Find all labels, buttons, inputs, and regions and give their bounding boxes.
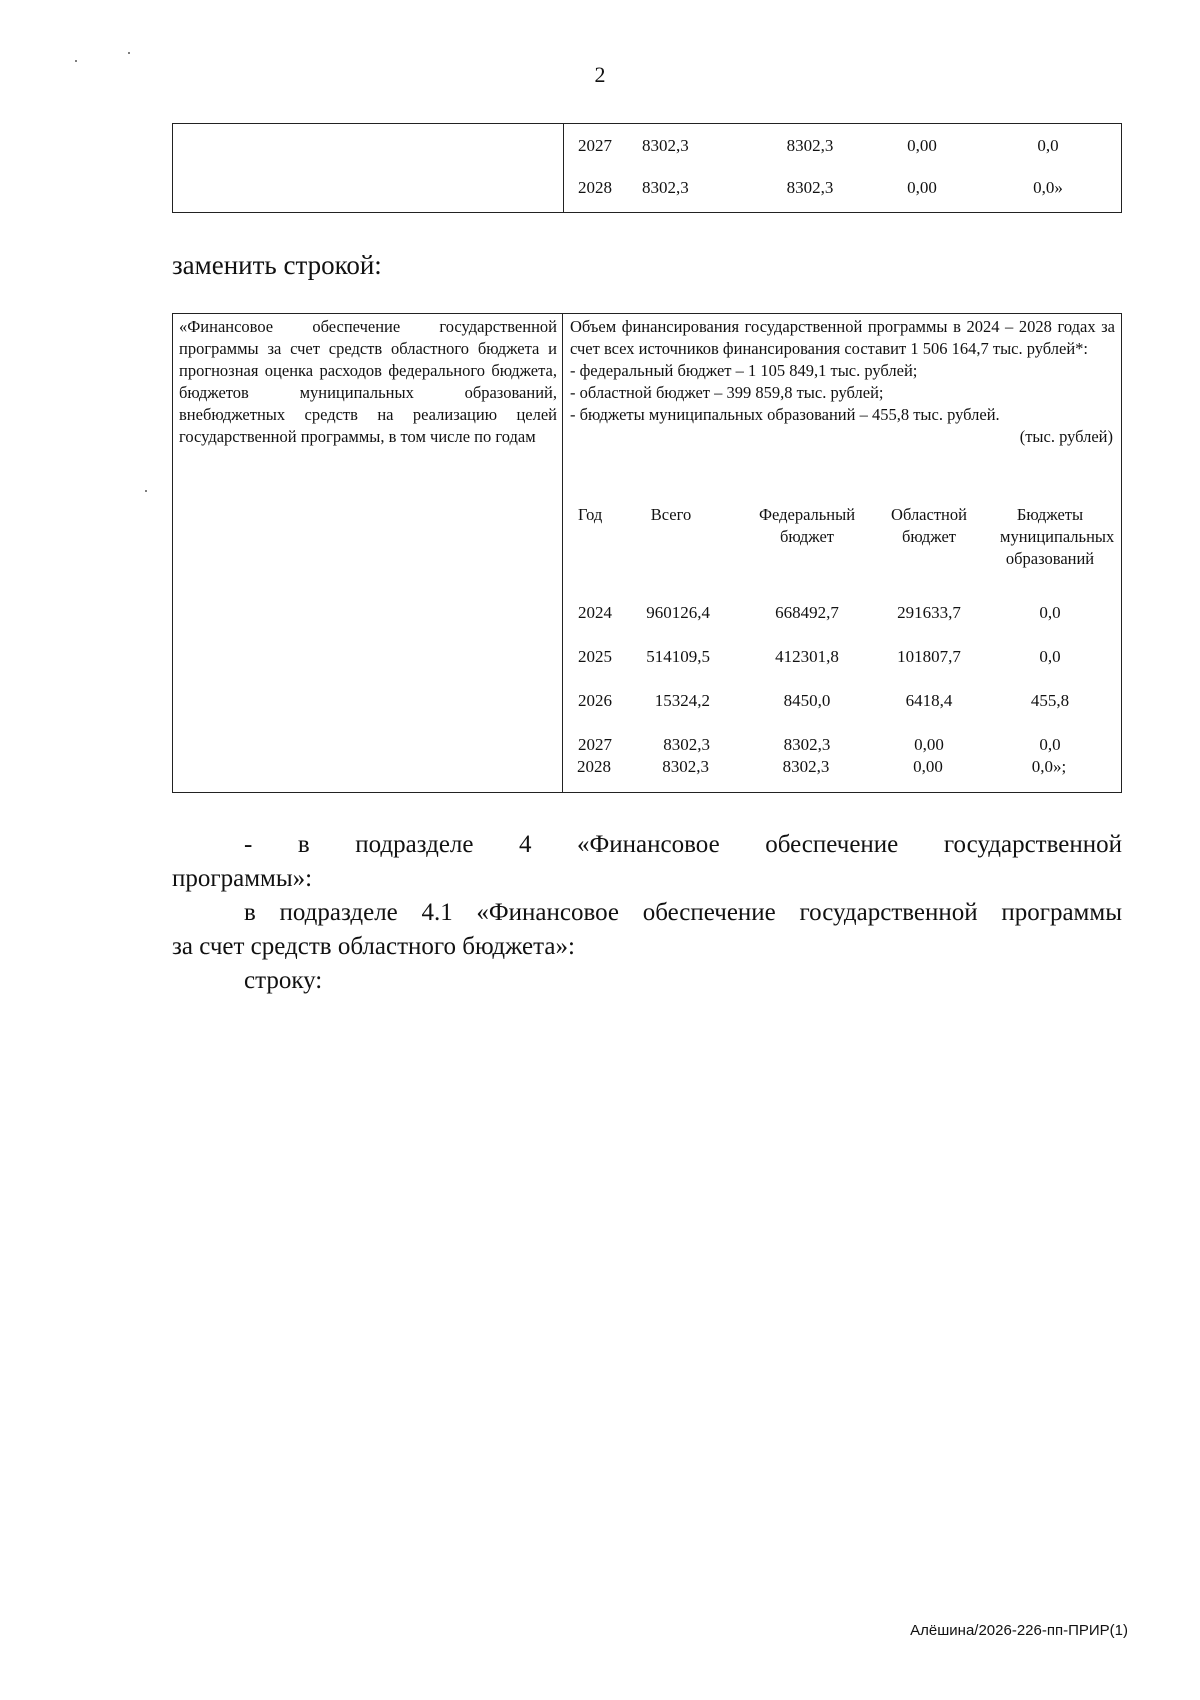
source-federal: - федеральный бюджет – 1 105 849,1 тыс. рублей; [570,361,918,380]
table-row [564,166,1121,210]
scan-speck [145,490,147,492]
table-row [564,124,1121,168]
footer-document-id: Алёшина/2026-226-пп-ПРИР(1) [910,1622,1128,1639]
cell-municipal: 0,0 [1039,735,1061,754]
continued-table [172,123,1122,213]
cell-year: 2028 [577,757,611,776]
financing-table-left-text: «Финансовое обеспечение государственной программы за счет средств областного бюджета и прогнозная оценка расходов федерального бюджета, бюджетов муниципальных образований, внебюджетных средств на реализацию целей государственной программы, в том числе по годам [173,314,563,792]
paragraph-line: за счет средств областного бюджета»: [172,933,575,960]
cell-total: 8302,3 [662,757,709,776]
header-regional: Областной бюджет [891,505,967,546]
replace-with-heading: заменить строкой: [172,250,382,280]
cell-regional: 0,00 [907,178,937,197]
cell-regional: 0,00 [907,136,937,155]
volume-intro: Объем финансирования государственной программы в 2024 – 2028 годах за счет всех источников финансирования составит 1 506 164,7 тыс. рублей*: [570,317,1115,358]
cell-municipal: 0,0»; [1031,757,1067,776]
source-municipal: - бюджеты муниципальных образований – 455,8 тыс. рублей. [570,405,1000,424]
financing-table [172,313,1122,793]
cell-municipal: 0,0 [1039,647,1061,666]
table-row [564,602,1121,646]
cell-total: 8302,3 [663,735,710,754]
paragraph-line-stroku: строку: [244,967,323,994]
cell-regional: 101807,7 [897,647,961,666]
header-total: Всего [650,505,692,524]
cell-total: 514109,5 [646,647,710,666]
cell-year: 2025 [578,647,612,666]
continued-table-left-cell [173,124,564,212]
cell-municipal: 455,8 [1030,691,1070,710]
cell-year: 2027 [578,735,612,754]
paragraph-line: - в подразделе 4 «Финансовое обеспечение государственной [244,831,1122,858]
cell-year: 2026 [578,691,612,710]
cell-year: 2028 [578,178,612,197]
header-municipal: Бюджеты муниципальных образований [1000,505,1115,568]
cell-federal: 412301,8 [775,647,839,666]
financing-header-row [564,492,1121,572]
units-label: (тыс. рублей) [1019,427,1113,446]
cell-federal: 8302,3 [786,178,834,197]
table-row [563,757,1121,787]
cell-federal: 8302,3 [782,757,830,776]
cell-regional: 6418,4 [905,691,953,710]
page-number: 2 [594,62,606,87]
header-federal: Федеральный бюджет [758,505,856,546]
cell-federal: 668492,7 [775,603,839,622]
financing-table-right-cell [564,314,1121,792]
cell-municipal: 0,0» [1033,178,1063,197]
table-row [564,646,1121,690]
cell-municipal: 0,0 [1037,136,1059,155]
cell-federal: 8302,3 [786,136,834,155]
cell-total: 8302,3 [642,178,689,197]
header-year: Год [578,505,603,524]
cell-total: 960126,4 [646,603,710,622]
table-row [564,690,1121,734]
cell-year: 2024 [578,603,612,622]
cell-regional: 291633,7 [897,603,961,622]
scan-speck [75,60,77,62]
scan-speck [128,52,130,54]
paragraph-subsection-4 [172,828,1122,896]
cell-total: 8302,3 [642,136,689,155]
cell-year: 2027 [578,136,612,155]
paragraph-subsection-4-1 [172,896,1122,964]
cell-total: 15324,2 [654,691,710,710]
source-regional: - областной бюджет – 399 859,8 тыс. рублей; [570,383,884,402]
cell-federal: 8302,3 [783,735,831,754]
cell-regional: 0,00 [914,735,944,754]
paragraph-line: в подразделе 4.1 «Финансовое обеспечение государственной программы [244,899,1122,926]
cell-regional: 0,00 [913,757,943,776]
cell-federal: 8450,0 [783,691,831,710]
cell-municipal: 0,0 [1039,603,1061,622]
paragraph-line: программы»: [172,865,313,892]
